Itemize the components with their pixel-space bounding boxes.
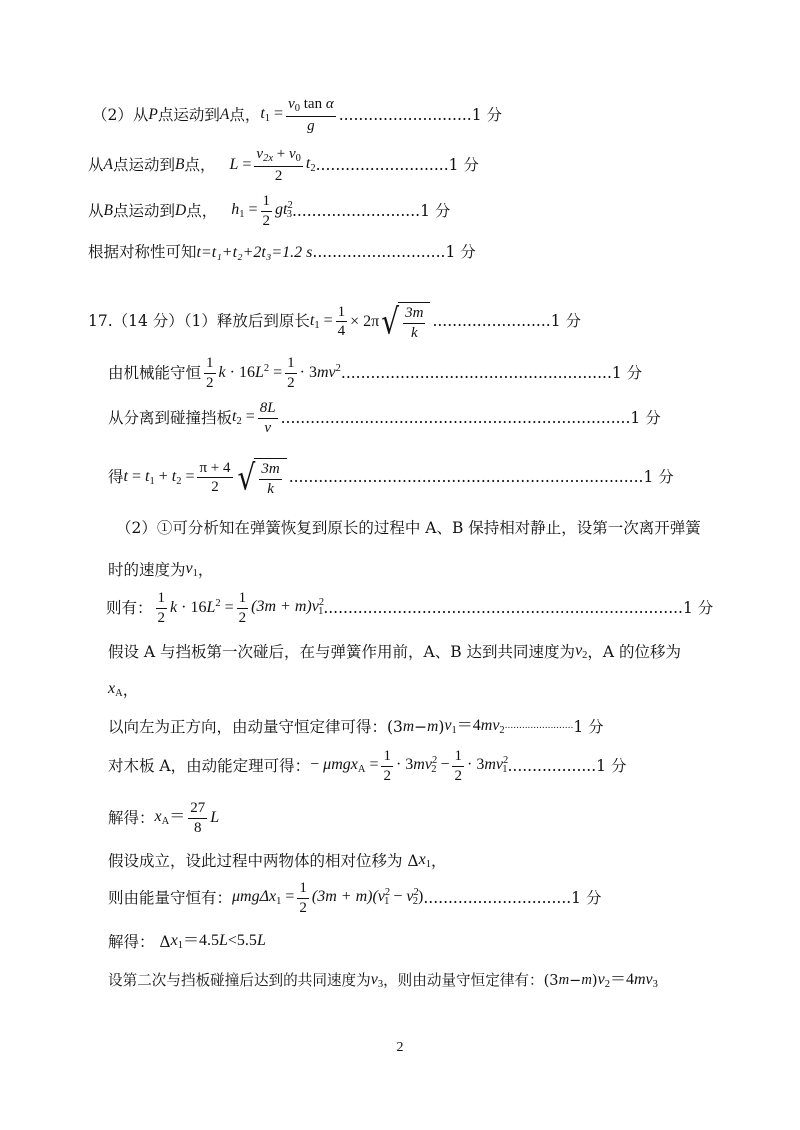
fraction: $\frac{\pi + 4}{2}$	[199, 459, 231, 495]
fraction: $\frac{1}{2}$	[454, 748, 462, 784]
solution-line-19: 解得： Δ $x_1=4.5L<5.5L$	[108, 932, 266, 951]
solution-line-7: 从分离到碰撞挡板 $t_2$ = $\frac{8L}{v}$ ....................................................................... 1 分	[108, 400, 661, 436]
solution-line-14: 以向左为正方向，由动量守恒定律可得：(3 m − m ) $v_1=4mv_2$ ........................ 1 分	[108, 717, 604, 736]
solution-line-4: 根据对称性可知 t=t₁+t₂+2t₃=1.2 s ........................... 1 分	[88, 243, 476, 262]
square-root: √ $\frac{3m}{k}$	[238, 458, 287, 497]
solution-line-11: 则有： $\frac{1}{2}$ $k \cdot 16L^2$ = $\frac{1}{2}$ $(3m + m)v^2_1$ ......................................................................... 1 分	[106, 590, 714, 626]
solution-line-9: （2）①可分析知在弹簧恢复到原长的过程中 A、B 保持相对静止，设第一次离开弹簧	[116, 519, 701, 537]
solution-line-8: 得 $t = t_1 + t_2$ = $\frac{\pi + 4}{2}$ √ $\frac{3m}{k}$ ........................................................................ 1 分	[108, 456, 674, 498]
fraction: $\frac{27}{8}$	[190, 800, 206, 836]
solution-line-18: 则由能量守恒有： μmgΔx$_1$ = $\frac{1}{2}$ $(3m + m)(v^2_1 - v^2_2)$ .............................. 1 分	[108, 880, 602, 916]
fraction: $\frac{1}{2}$	[238, 590, 247, 626]
fraction: $\frac{1}{4}$	[337, 303, 346, 339]
solution-line-13: $x_A$ ，	[108, 680, 139, 699]
fraction: $\frac{v_{2x} + v_0}{2}$	[256, 146, 301, 184]
solution-line-2: 从 A 点运动到 B 点， L = $\frac{v_{2x} + v_0}{2}$ $t_2$ ........................... 1 分	[88, 146, 479, 184]
solution-line-15: 对木板 A，由动能定理可得： − μmgx$_A$ = $\frac{1}{2}$ · $3mv^2_2$ − $\frac{1}{2}$ · $3mv^2_1$ .................. 1 分	[108, 748, 627, 784]
fraction: $\frac{8L}{v}$	[259, 400, 276, 436]
square-root: √ $\frac{3m}{k}$	[381, 302, 430, 341]
fraction: $\frac{1}{2}$	[206, 355, 214, 391]
solution-line-3: 从 B 点运动到 D 点， $h_1$ = $\frac{1}{2}$ $gt^2_3$ .......................... 1 分	[88, 193, 451, 229]
fraction: $\frac{1}{2}$	[157, 590, 166, 626]
solution-line-12: 假设 A 与挡板第一次碰后，在与弹簧作用前，A、B 达到共同速度为 $v_2$ ，A 的位移为	[108, 642, 682, 661]
fraction: $\frac{1}{2}$	[299, 880, 307, 916]
solution-line-20: 设第二次与挡板碰撞后达到的共同速度为 $v_3$ ，则由动量守恒定律有：(3 m − m ) $v_2=4mv_3$	[108, 971, 658, 990]
fraction: $\frac{v_0 \tan \alpha}{g}$	[288, 96, 334, 134]
page-number: 2	[396, 1040, 404, 1055]
solution-line-1: （2）从 P 点运动到 A 点， $t_1$ = $\frac{v_0 \tan \alpha}{g}$ ........................... 1 分	[92, 96, 503, 134]
solution-line-17: 假设成立，设此过程中两物体的相对位移为 Δ $x_1$ ，	[108, 851, 447, 870]
solution-line-5: 17.（14 分）（1）释放后到原长 $t_1$ = $\frac{1}{4}$ × 2π √ $\frac{3m}{k}$ ........................ 1 分	[88, 300, 581, 342]
solution-line-16: 解得： $x_A=$ $\frac{27}{8}$ L	[108, 800, 220, 836]
solution-line-6: 由机械能守恒 $\frac{1}{2}$ $k \cdot 16L^2$ = $\frac{1}{2}$ · $3mv^2$ ....................................................... 1 分	[108, 355, 643, 391]
solution-line-10: 时的速度为 $v_1$ ，	[108, 560, 214, 579]
fraction: $\frac{1}{2}$	[383, 748, 391, 784]
fraction: $\frac{1}{2}$	[287, 355, 295, 391]
fraction: $\frac{1}{2}$	[262, 193, 270, 229]
